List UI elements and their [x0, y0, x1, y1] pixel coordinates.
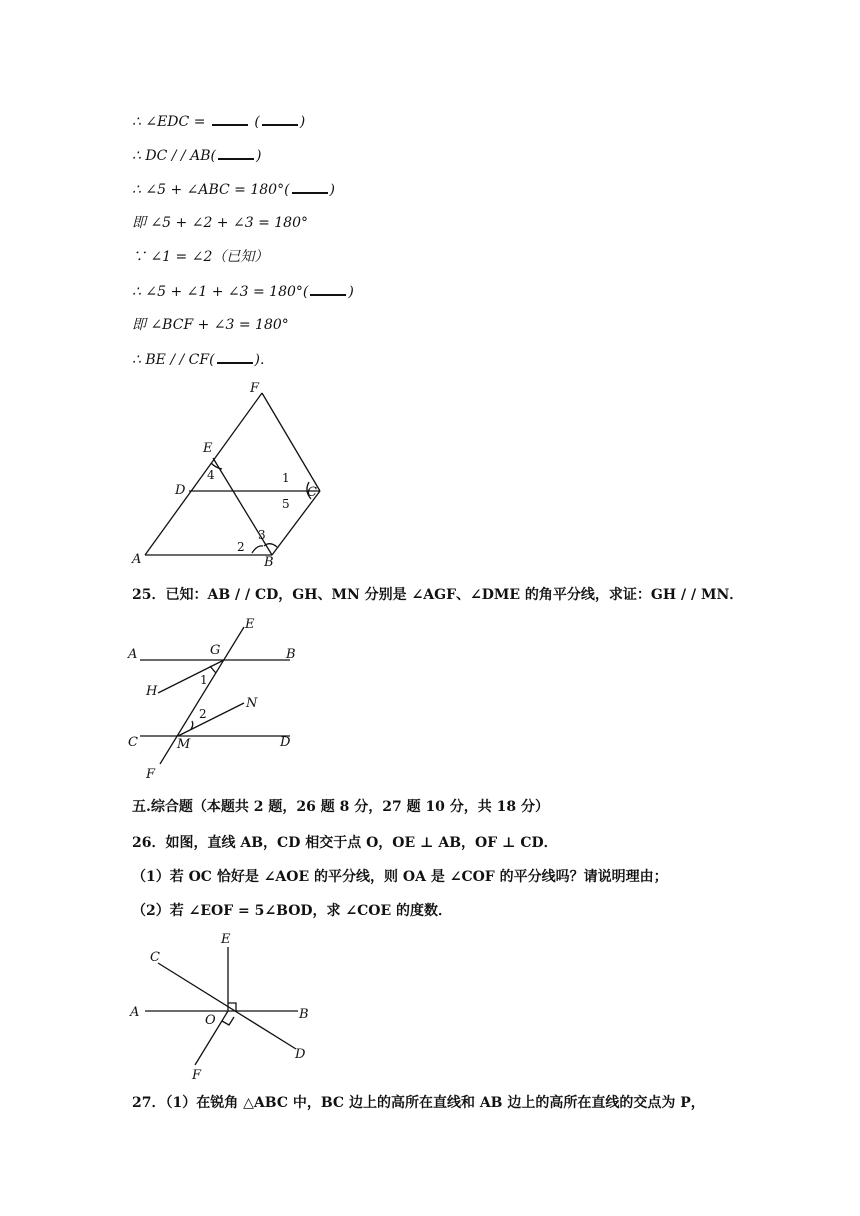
label-f: F [250, 381, 260, 396]
line-af [145, 393, 262, 555]
label-e: E [203, 441, 213, 456]
proof-step-1 [132, 112, 305, 131]
right-angle-mark-df [222, 1017, 234, 1025]
answer-blank [218, 146, 254, 160]
label-f: F [192, 1068, 202, 1083]
label-g: G [210, 643, 221, 658]
proof-step-text: ) [299, 114, 306, 130]
proof-step-text: ∴ ∠5 + ∠ABC = 180°( [132, 182, 290, 198]
proof-step-2 [132, 146, 261, 165]
label-b: B [286, 647, 296, 662]
angle-1-5-arc [307, 482, 311, 499]
angle-1-arc [210, 666, 216, 673]
label-c: C [150, 950, 160, 965]
proof-step-text: 即 ∠BCF + ∠3 = 180° [132, 317, 289, 333]
label-n: N [246, 696, 258, 711]
label-a: A [130, 1005, 140, 1020]
label-5: 5 [282, 497, 290, 511]
proof-step-5 [132, 248, 268, 266]
question-26: 26．如图，直线 AB，CD 相交于点 O，OE ⊥ AB，OF ⊥ CD． [132, 835, 558, 851]
proof-step-text: ) [348, 284, 354, 300]
label-h: H [146, 684, 158, 699]
right-angle-mark-eb [228, 1003, 236, 1011]
proof-step-text: 即 ∠5 + ∠2 + ∠3 = 180° [132, 215, 308, 231]
label-a: A [128, 647, 138, 662]
angle-2-arc [252, 546, 263, 553]
label-2: 2 [199, 707, 207, 721]
label-3: 3 [258, 528, 266, 542]
proof-step-6 [132, 282, 354, 301]
proof-step-text: ∴ DC / / AB( [132, 148, 216, 164]
line-fc [262, 393, 320, 491]
answer-blank [212, 112, 248, 126]
section-5-heading: 五.综合题（本题共 2 题，26 题 8 分，27 题 10 分，共 18 分） [132, 799, 550, 815]
label-1: 1 [282, 471, 290, 485]
label-e: E [221, 932, 231, 947]
proof-step-text: ) [329, 182, 336, 198]
label-e: E [245, 617, 255, 632]
label-1: 1 [200, 673, 208, 687]
label-b: B [264, 555, 274, 570]
answer-blank [262, 112, 298, 126]
proof-step-text: ) [255, 148, 262, 164]
line-of [195, 1011, 228, 1065]
proof-step-7 [132, 316, 289, 334]
label-o: O [205, 1013, 216, 1028]
label-m: M [177, 737, 191, 752]
label-c: C [128, 735, 138, 750]
question-26-part-1: （1）若 OC 恰好是 ∠AOE 的平分线，则 OA 是 ∠COF 的平分线吗？请说明理由； [132, 869, 668, 885]
proof-step-text: ( [249, 114, 260, 130]
label-d: D [280, 735, 291, 750]
angle-4-arc [211, 463, 222, 469]
proof-step-text: ∴ ∠5 + ∠1 + ∠3 = 180°( [132, 284, 309, 300]
proof-step-4 [132, 214, 308, 232]
line-cb [272, 491, 320, 555]
proof-step-text: ∴ ∠EDC = [132, 114, 210, 130]
angle-2-arc [191, 721, 193, 729]
label-b: B [299, 1007, 309, 1022]
answer-blank [292, 180, 328, 194]
angle-3-arc [264, 544, 277, 547]
label-d: D [295, 1047, 306, 1062]
label-f: F [146, 767, 156, 782]
line-gh [158, 660, 224, 693]
label-c: C [307, 485, 317, 500]
line-cd [158, 963, 296, 1049]
label-d: D [175, 483, 186, 498]
label-4: 4 [207, 468, 215, 482]
proof-step-8 [132, 350, 264, 369]
line-ef [160, 627, 244, 764]
label-2: 2 [237, 540, 245, 554]
proof-step-3 [132, 180, 335, 199]
question-26-part-2: （2）若 ∠EOF = 5∠BOD，求 ∠COE 的度数． [132, 903, 453, 919]
proof-step-text: ∵ ∠1 = ∠2（已知） [132, 249, 269, 265]
line-mn [178, 703, 244, 736]
question-25: 25．已知：AB / / CD，GH、MN 分别是 ∠AGF、∠DME 的角平分线，求证：GH / / MN． [132, 587, 744, 603]
label-a: A [132, 552, 142, 567]
question-27: 27．（1）在锐角 △ABC 中，BC 边上的高所在直线和 AB 边上的高所在直线的交点为 P， [132, 1095, 705, 1111]
line-eb [213, 458, 272, 555]
proof-step-text: ∴ BE / / CF( [132, 352, 215, 368]
answer-blank [310, 282, 346, 296]
proof-step-text: ). [254, 352, 265, 368]
answer-blank [217, 350, 253, 364]
